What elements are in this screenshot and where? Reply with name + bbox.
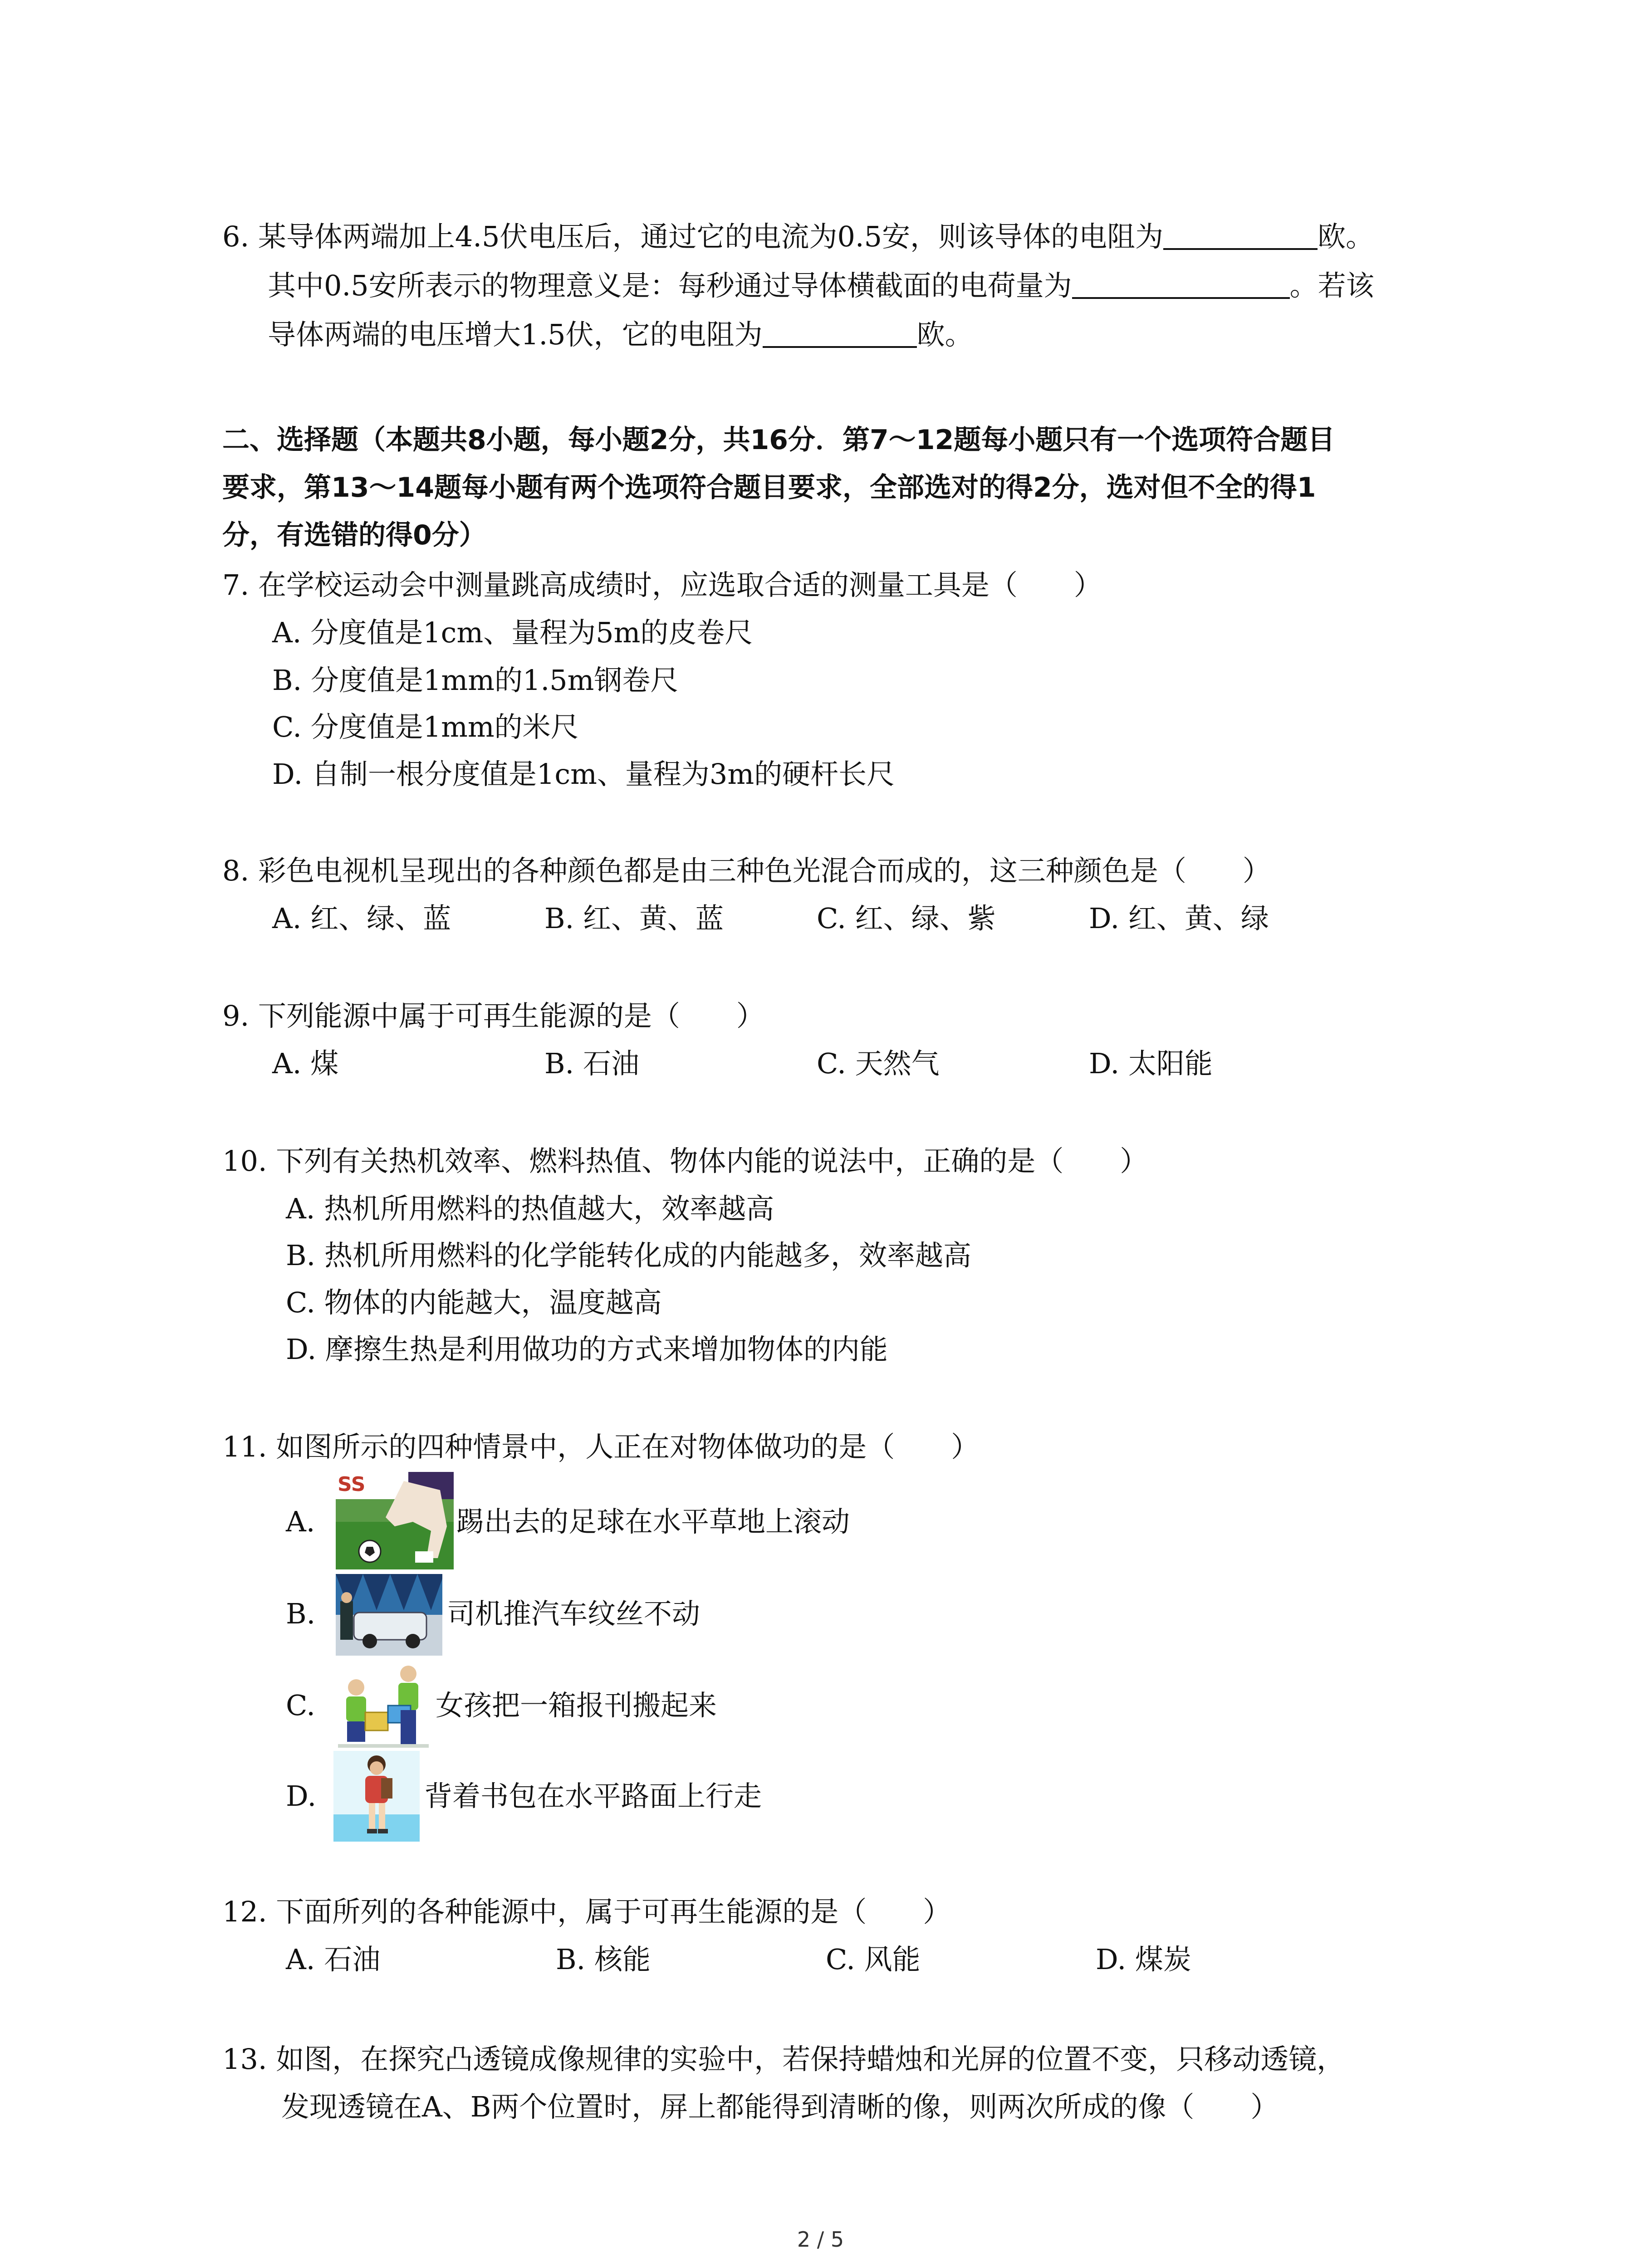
q12-stem: 12. 下面所列的各种能源中，属于可再生能源的是（ ） xyxy=(222,1895,951,1928)
section2-heading-3: 分，有选错的得0分） xyxy=(222,519,486,551)
q10-option-d[interactable]: D. 摩擦生热是利用做功的方式来增加物体的内能 xyxy=(286,1333,888,1366)
q8-option-a[interactable]: A. 红、绿、蓝 xyxy=(272,902,451,935)
q6-text-3b: 欧。 xyxy=(916,318,973,351)
q12-option-c[interactable]: C. 风能 xyxy=(826,1943,921,1976)
q11-option-b-letter[interactable]: B. xyxy=(286,1597,316,1630)
q9-option-d[interactable]: D. 太阳能 xyxy=(1089,1047,1213,1080)
q12-option-b[interactable]: B. 核能 xyxy=(556,1943,651,1976)
q7-option-d[interactable]: D. 自制一根分度值是1cm、量程为3m的硬杆长尺 xyxy=(272,758,895,791)
q9-option-a[interactable]: A. 煤 xyxy=(272,1047,339,1080)
q6-text-1b: 欧。 xyxy=(1318,220,1374,253)
page-number: 2 / 5 xyxy=(797,2227,844,2252)
q6-text-1a: 6. 某导体两端加上4.5伏电压后，通过它的电流为0.5安，则该导体的电阻为 xyxy=(222,220,1164,253)
section2-heading-2: 要求，第13～14题每小题有两个选项符合题目要求，全部选对的得2分，选对但不全的得1 xyxy=(222,472,1316,503)
q6-text-2b: 。若该 xyxy=(1289,269,1374,302)
q10-option-c[interactable]: C. 物体的内能越大，温度越高 xyxy=(286,1286,662,1319)
q11-option-d-letter[interactable]: D. xyxy=(286,1779,317,1813)
q6-text-3a: 导体两端的电压增大1.5伏，它的电阻为 xyxy=(268,318,763,351)
q6-blank-charge[interactable] xyxy=(1072,270,1290,299)
q11-option-c-letter[interactable]: C. xyxy=(286,1689,315,1722)
q11-option-c-text[interactable]: 女孩把一箱报刊搬起来 xyxy=(436,1689,717,1722)
soccer-kick-image xyxy=(336,1472,454,1569)
q9-option-c[interactable]: C. 天然气 xyxy=(817,1047,940,1080)
q6-line-1 xyxy=(222,219,1374,255)
q8-option-c[interactable]: C. 红、绿、紫 xyxy=(817,902,996,935)
q11-option-a-text[interactable]: 踢出去的足球在水平草地上滚动 xyxy=(456,1505,850,1538)
q7-stem: 7. 在学校运动会中测量跳高成绩时，应选取合适的测量工具是（ ） xyxy=(222,568,1102,601)
q9-stem: 9. 下列能源中属于可再生能源的是（ ） xyxy=(222,999,764,1032)
q6-blank-resistance-2[interactable] xyxy=(763,319,917,348)
q7-option-b[interactable]: B. 分度值是1mm的1.5m钢卷尺 xyxy=(272,664,679,697)
q10-option-b[interactable]: B. 热机所用燃料的化学能转化成的内能越多，效率越高 xyxy=(286,1239,971,1272)
q11-option-a-letter[interactable]: A. xyxy=(286,1505,315,1538)
q6-text-2a: 其中0.5安所表示的物理意义是：每秒通过导体横截面的电荷量为 xyxy=(268,269,1072,302)
q8-option-b[interactable]: B. 红、黄、蓝 xyxy=(544,902,724,935)
q13-line-2: 发现透镜在A、B两个位置时，屏上都能得到清晰的像，则两次所成的像（ ） xyxy=(281,2090,1279,2123)
q11-option-d-text[interactable]: 背着书包在水平路面上行走 xyxy=(424,1779,762,1813)
q12-option-d[interactable]: D. 煤炭 xyxy=(1096,1943,1191,1976)
sponsor-logo: SS xyxy=(338,1473,366,1496)
car-push-image xyxy=(336,1574,442,1656)
q9-option-b[interactable]: B. 石油 xyxy=(544,1047,639,1080)
q6-line-3 xyxy=(268,317,973,353)
q6-line-2 xyxy=(268,268,1374,304)
q7-option-a[interactable]: A. 分度值是1cm、量程为5m的皮卷尺 xyxy=(272,616,753,649)
q7-option-c[interactable]: C. 分度值是1mm的米尺 xyxy=(272,710,579,743)
q8-option-d[interactable]: D. 红、黄、绿 xyxy=(1089,902,1269,935)
q6-blank-resistance[interactable] xyxy=(1163,221,1318,250)
section2-heading-1: 二、选择题（本题共8小题，每小题2分，共16分．第7～12题每小题只有一个选项符合题目 xyxy=(222,424,1335,456)
q11-stem: 11. 如图所示的四种情景中，人正在对物体做功的是（ ） xyxy=(222,1430,980,1463)
q13-line-1: 13. 如图，在探究凸透镜成像规律的实验中，若保持蜡烛和光屏的位置不变，只移动透镜， xyxy=(222,2043,1345,2076)
child-backpack-image xyxy=(333,1751,420,1842)
q8-stem: 8. 彩色电视机呈现出的各种颜色都是由三种色光混合而成的，这三种颜色是（ ） xyxy=(222,854,1271,887)
q10-option-a[interactable]: A. 热机所用燃料的热值越大，效率越高 xyxy=(286,1192,774,1225)
q10-stem: 10. 下列有关热机效率、燃料热值、物体内能的说法中，正确的是（ ） xyxy=(222,1144,1148,1178)
q11-option-b-text[interactable]: 司机推汽车纹丝不动 xyxy=(447,1597,700,1630)
girls-lift-box-image xyxy=(333,1660,433,1751)
q12-option-a[interactable]: A. 石油 xyxy=(286,1943,381,1976)
